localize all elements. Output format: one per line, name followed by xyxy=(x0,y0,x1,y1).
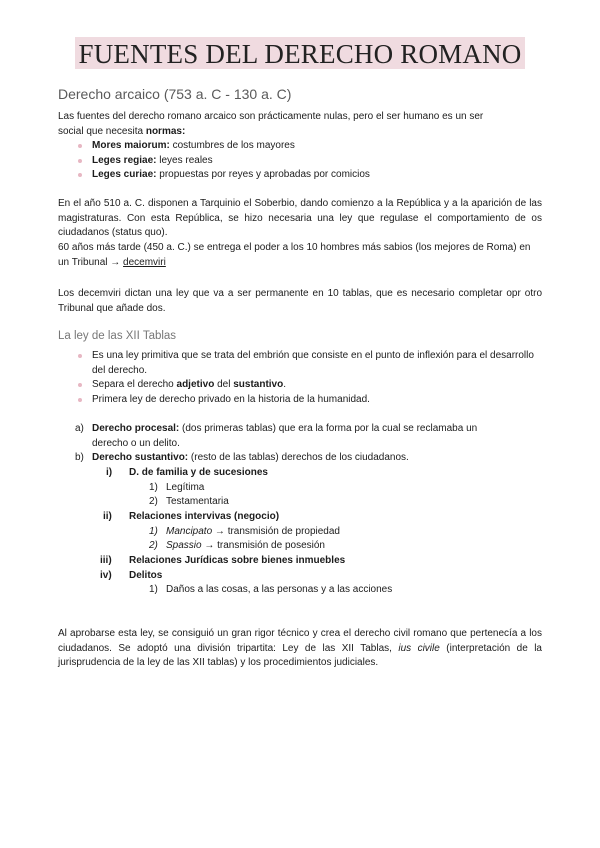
section-heading-derecho-arcaico: Derecho arcaico (753 a. C - 130 a. C) xyxy=(58,86,292,102)
marker-b: b) xyxy=(75,452,84,463)
testamentaria-item: Testamentaria xyxy=(166,496,229,507)
derecho-procesal-term: Derecho procesal: xyxy=(92,423,180,434)
legitima-item: Legítima xyxy=(166,482,205,493)
closing-italic: ius civile xyxy=(398,642,440,654)
title-wrap xyxy=(0,37,600,69)
list-item-text: costumbres de los mayores xyxy=(169,140,295,151)
delitos-label: Delitos xyxy=(129,570,163,581)
marker-2: 2) xyxy=(149,540,158,551)
list-item-text: del xyxy=(214,379,234,391)
bullet-dot xyxy=(78,173,82,177)
bullet-dot xyxy=(78,398,82,402)
intro-bold-normas: normas: xyxy=(145,125,186,137)
list-item xyxy=(92,139,542,154)
derecho-sustantivo-term: Derecho sustantivo: xyxy=(92,452,189,463)
mancipato-item xyxy=(166,525,340,540)
derecho-sustantivo-item xyxy=(92,451,409,466)
closing-text-2: (interpretación de la jurisprudencia de la ley de las XII tablas) y los procedimientos judiciales. xyxy=(58,642,542,669)
bullet-dot xyxy=(78,354,82,358)
marker-1: 1) xyxy=(149,584,158,595)
derecho-procesal-text-2: derecho o un delito. xyxy=(92,438,180,449)
bullet-dot xyxy=(78,159,82,163)
marker-i: i) xyxy=(106,467,113,478)
list-item-text: Primera ley de derecho privado en la historia de la humanidad. xyxy=(92,393,370,405)
derecho-procesal-item xyxy=(92,422,542,437)
list-item xyxy=(92,168,542,183)
tablets-paragraph: Los decemviri dictan una ley que va a ser permanente en 10 tablas, que es necesario completar opr otro Tribunal que añade dos. xyxy=(58,288,542,314)
list-item-term: Leges curiae: xyxy=(92,169,157,181)
spassio-item xyxy=(166,539,325,554)
spassio-text: → transmisión de posesión xyxy=(201,540,325,551)
list-item-text: propuestas por reyes y aprobadas por comicios xyxy=(156,169,370,181)
mancipato-term: Mancipato xyxy=(166,526,213,537)
familia-sucesiones-label: D. de familia y de sucesiones xyxy=(129,467,268,478)
section-heading-xii-tablas: La ley de las XII Tablas xyxy=(58,330,177,342)
marker-a: a) xyxy=(75,423,84,434)
derecho-sustantivo-text: (resto de las tablas) derechos de los ciudadanos. xyxy=(188,452,409,463)
spassio-term: Spassio xyxy=(166,540,202,551)
republic-paragraph: En el año 510 a. C. disponen a Tarquinio el Soberbio, dando comienzo a la República y a la aparición de las magistraturas. Con esta República, se hizo necesaria una ley que regulase el comportamiento de os ciudadanos (status quo). xyxy=(58,198,542,239)
danos-item: Daños a las cosas, a las personas y a las acciones xyxy=(166,584,393,595)
decemviri-text: 60 años más tarde (450 a. C.) se entrega el poder a los 10 hombres más sabios (los mejores de Roma) en un Tribunal → xyxy=(58,242,531,268)
list-item-text: . xyxy=(283,379,287,391)
list-item xyxy=(92,378,542,393)
bold-adjetivo: adjetivo xyxy=(176,379,215,391)
list-item-term: Mores maiorum: xyxy=(92,140,170,151)
list-item-term: Leges regiae: xyxy=(92,154,157,166)
closing-text-1: Al aprobarse esta ley, se consiguió un gran rigor técnico y crea el derecho civil romano que pertenecía a los ciudadanos. Se adoptó una división tripartita: Ley de las XII Tablas, xyxy=(58,628,542,654)
marker-ii: ii) xyxy=(103,511,112,522)
xii-tablas-list xyxy=(92,349,542,407)
intro-line-1: Las fuentes del derecho romano arcaico son prácticamente nulas, pero el ser humano es un ser xyxy=(58,111,484,122)
marker-1: 1) xyxy=(149,482,158,493)
list-item-text: Separa el derecho xyxy=(92,379,177,391)
relaciones-juridicas-label: Relaciones Jurídicas sobre bienes inmuebles xyxy=(129,555,346,566)
list-item xyxy=(92,349,542,378)
decemviri-paragraph xyxy=(58,241,542,270)
decemviri-link: decemviri xyxy=(123,256,166,268)
marker-iii: iii) xyxy=(100,555,112,566)
bullet-dot xyxy=(78,144,82,148)
relaciones-intervivas-label: Relaciones intervivas (negocio) xyxy=(129,511,280,522)
list-item xyxy=(92,154,542,169)
list-item-text: leyes reales xyxy=(156,154,213,166)
list-item xyxy=(92,393,542,408)
closing-paragraph xyxy=(58,627,542,671)
sources-list xyxy=(92,139,542,183)
marker-2: 2) xyxy=(149,496,158,507)
bold-sustantivo: sustantivo xyxy=(233,379,284,391)
mancipato-text: → transmisión de propiedad xyxy=(212,526,340,537)
intro-paragraph xyxy=(58,110,542,139)
list-item-text: Es una ley primitiva que se trata del embrión que consiste en el punto de inflexión para el desarrollo del derecho. xyxy=(92,350,534,376)
marker-iv: iv) xyxy=(100,570,112,581)
intro-line-2: social que necesita xyxy=(58,125,146,137)
page-title: FUENTES DEL DERECHO ROMANO xyxy=(75,37,526,69)
derecho-procesal-text: (dos primeras tablas) que era la forma por la cual se reclamaba un xyxy=(179,423,478,434)
marker-1: 1) xyxy=(149,526,158,537)
bullet-dot xyxy=(78,383,82,387)
